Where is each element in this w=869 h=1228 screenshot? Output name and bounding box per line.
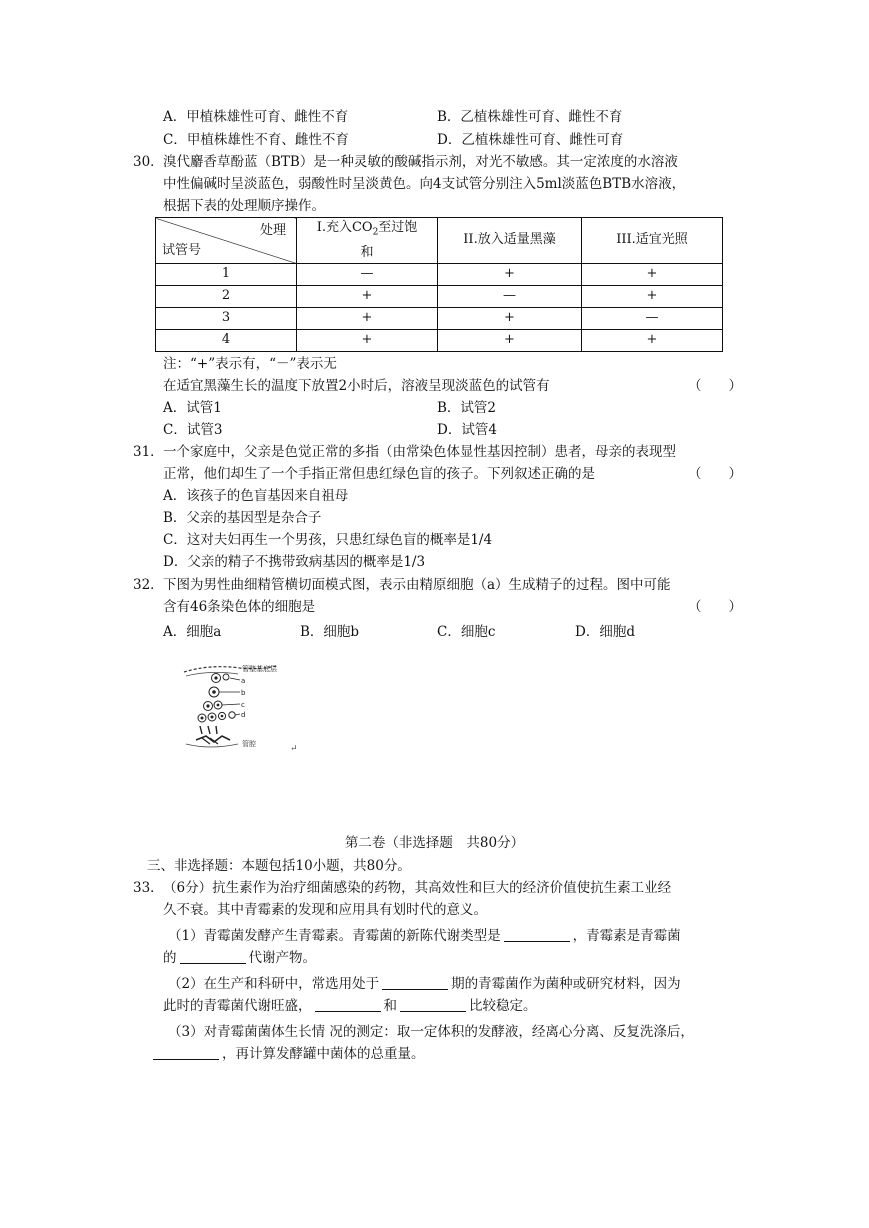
row-id: 1 [156, 263, 297, 285]
q30-option-a: A．试管1 [163, 400, 222, 416]
q30-question: 在适宜黑藻生长的温度下放置2小时后，溶液呈现淡蓝色的试管有 [163, 378, 550, 394]
cell: + [297, 285, 438, 307]
cell: + [297, 329, 438, 351]
q32-option-c: C．细胞c [437, 624, 496, 640]
blank-metabolite-type[interactable] [180, 949, 246, 964]
figure-letter-c: c [241, 701, 245, 709]
cell: + [582, 263, 723, 285]
cell: — [297, 263, 438, 285]
q30-number: 30． [133, 154, 164, 170]
q31-option-b: B．父亲的基因型是杂合子 [163, 510, 322, 526]
row-id: 4 [156, 329, 297, 351]
cell: — [582, 307, 723, 329]
figure-letter-d: d [241, 711, 246, 719]
q31-answer-paren: （ ） [688, 466, 742, 482]
q32-number: 32． [133, 577, 164, 593]
q33-part2-line1: （2）在生产和科研中，常选用处于 期的青霉菌作为菌种或研究材料，因为 [168, 976, 681, 992]
q30-option-d: D．试管4 [437, 422, 497, 438]
q33-part3-line2: ，再计算发酵罐中菌体的总重量。 [150, 1043, 425, 1065]
seminiferous-tubule-figure [180, 660, 300, 752]
q30-note: 注：“+”表示有，“－”表示无 [163, 356, 337, 372]
q33-line1: （6分）抗生素作为治疗细菌感染的药物，其高效性和巨大的经济价值使抗生素工业经 [163, 880, 672, 896]
cell: — [438, 285, 582, 307]
figure-bottom-label: 管腔 [242, 740, 256, 748]
cell: + [582, 329, 723, 351]
table-header-row [156, 218, 723, 264]
table-row [156, 285, 723, 307]
q32-option-b: B．细胞b [300, 624, 360, 640]
header-col3: III.适宜光照 [582, 218, 723, 264]
q30-option-c: C．试管3 [163, 422, 223, 438]
blank-metabolism-type[interactable] [504, 927, 570, 942]
q29-option-a: A．甲植株雄性可育、雌性不育 [163, 109, 349, 125]
q32-option-d: D．细胞d [575, 624, 635, 640]
table-row [156, 307, 723, 329]
q29-option-d: D．乙植株雄性可育、雌性可育 [437, 132, 624, 148]
blank-measurement-step[interactable] [153, 1045, 219, 1060]
cell: + [438, 307, 582, 329]
table-row [156, 263, 723, 285]
cell: + [438, 329, 582, 351]
cell: + [297, 307, 438, 329]
blank-stable-1[interactable] [315, 997, 381, 1012]
return-mark-icon: ↵ [290, 744, 298, 754]
figure-top-label: 管壁基底层 [242, 665, 277, 673]
cell: + [582, 285, 723, 307]
part2-title: 第二卷（非选择题 共80分） [344, 835, 525, 851]
table-row [156, 329, 723, 351]
q30-line2: 中性偏碱时呈淡蓝色，弱酸性时呈淡黄色。向4支试管分别注入5ml淡蓝色BTB水溶液， [163, 176, 686, 192]
header-col2: II.放入适量黑藻 [438, 218, 582, 264]
q30-answer-paren: （ ） [688, 378, 742, 394]
row-id: 3 [156, 307, 297, 329]
q31-number: 31． [133, 444, 164, 460]
section-heading: 三、非选择题：本题包括10小题，共80分。 [147, 858, 411, 874]
q31-option-d: D．父亲的精子不携带致病基因的概率是1/3 [163, 554, 426, 570]
cell: + [438, 263, 582, 285]
q33-line2: 久不衰。其中青霉素的发现和应用具有划时代的意义。 [163, 902, 487, 918]
q31-line2: 正常，他们却生了一个手指正常但患红绿色盲的孩子。下列叙述正确的是 [163, 466, 595, 482]
q29-option-b: B．乙植株雄性可育、雌性不育 [437, 109, 623, 125]
q30-line3: 根据下表的处理顺序操作。 [163, 198, 325, 214]
blank-growth-phase[interactable] [382, 975, 448, 990]
q33-part1-line1: （1）青霉菌发酵产生青霉素。青霉菌的新陈代谢类型是 ，青霉素是青霉菌 [168, 928, 681, 944]
q33-number: 33． [133, 880, 164, 896]
q33-part3-line1: （3）对青霉菌菌体生长情 况的测定：取一定体积的发酵液，经离心分离、反复洗涤后， [168, 1024, 694, 1040]
q31-option-a: A．该孩子的色盲基因来自祖母 [163, 488, 349, 504]
header-treatment: 处理 [259, 223, 286, 238]
header-tube-number: 试管号 [162, 242, 202, 258]
q33-part2-line2: 此时的青霉菌代谢旺盛， 和 比较稳定。 [163, 998, 537, 1014]
q31-line1: 一个家庭中，父亲是色觉正常的多指（由常染色体显性基因控制）患者，母亲的表现型 [163, 444, 676, 460]
header-col1: I.充入$CO_2$至过饱 和 [297, 218, 438, 264]
q30-option-b: B．试管2 [437, 400, 497, 416]
q29-option-c: C．甲植株雄性不育、雌性不育 [163, 132, 349, 148]
blank-stable-2[interactable] [400, 997, 466, 1012]
row-id: 2 [156, 285, 297, 307]
q32-option-a: A．细胞a [163, 624, 222, 640]
figure-letter-a: a [241, 677, 246, 685]
figure-letter-b: b [241, 689, 246, 697]
q31-option-c: C．这对夫妇再生一个男孩，只患红绿色盲的概率是1/4 [163, 532, 493, 548]
q30-line1: 溴代麝香草酚蓝（BTB）是一种灵敏的酸碱指示剂，对光不敏感。其一定浓度的水溶液 [163, 154, 678, 170]
table-corner-cell [156, 218, 297, 264]
q32-answer-paren: （ ） [688, 599, 742, 615]
q33-part1-line2: 的 代谢产物。 [163, 950, 316, 966]
q32-line2: 含有46条染色体的细胞是 [163, 599, 316, 615]
q32-line1: 下图为男性曲细精管横切面模式图，表示由精原细胞（a）生成精子的过程。图中可能 [163, 577, 671, 593]
btb-table [155, 217, 723, 352]
